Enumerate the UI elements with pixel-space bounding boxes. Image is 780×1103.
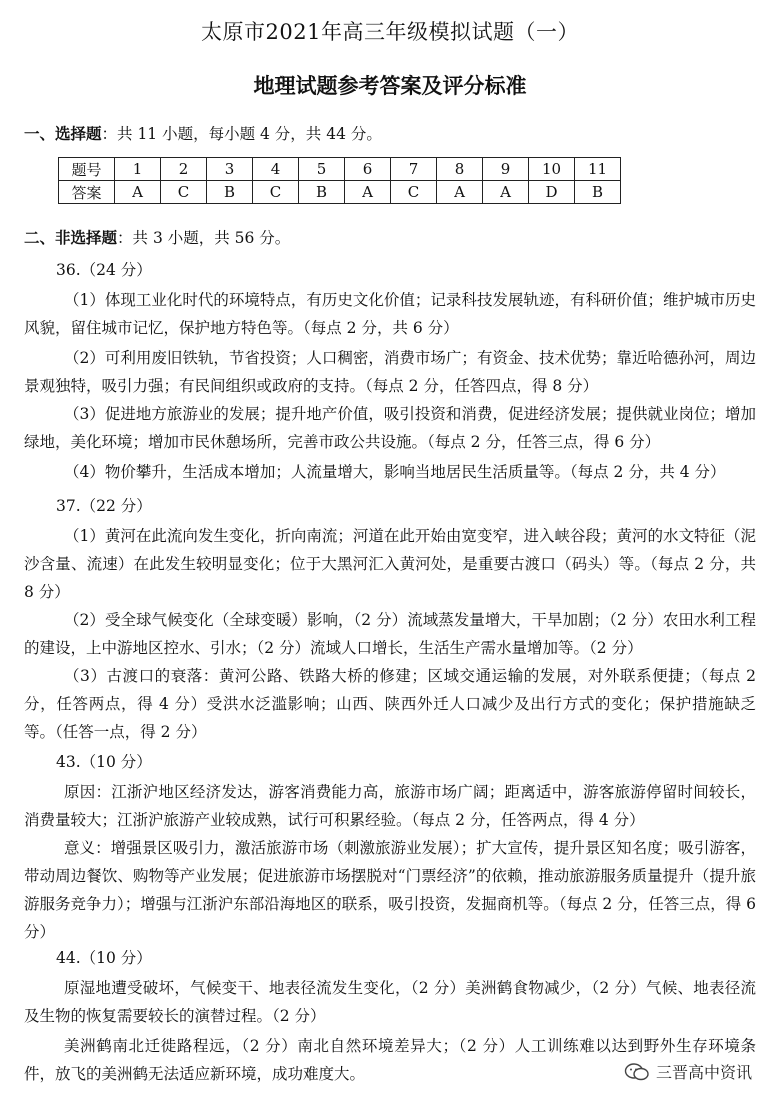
q36-heading: 36.（24 分） — [56, 261, 152, 279]
row-label-question: 题号 — [59, 158, 115, 181]
q44-heading: 44.（10 分） — [56, 949, 152, 967]
question-number: 7 — [391, 158, 437, 181]
question-number: 8 — [437, 158, 483, 181]
question-number: 10 — [529, 158, 575, 181]
section-1-desc: ：共 11 小题，每小题 4 分，共 44 分。 — [101, 125, 382, 143]
q43-heading: 43.（10 分） — [56, 753, 152, 771]
q36-part-4: （4）物价攀升，生活成本增加；人流量增大，影响当地居民生活质量等。（每点 2 分，共 4 分） — [64, 463, 726, 481]
q44-part-2: 美洲鹤南北迁徙路程远，（2 分）南北自然环境差异大；（2 分）人工训练难以达到野外生存环境条件，放飞的美洲鹤无法适应新环境，成功难度大。 — [24, 1037, 756, 1083]
answer-cell: B — [299, 181, 345, 204]
q37-heading: 37.（22 分） — [56, 497, 152, 515]
q37-part-3: （3）古渡口的衰落：黄河公路、铁路大桥的修建；区域交通运输的发展，对外联系便捷；（每点 2 分，任答两点，得 4 分）受洪水泛滥影响；山西、陕西外迁人口减少及出行方式的变化；保护措施缺乏等。（任答一点，得 2 分） — [24, 667, 756, 741]
section-1-label: 一、选择题 — [24, 125, 102, 143]
q37-part-1: （1）黄河在此流向发生变化，折向南流；河道在此开始由宽变窄，进入峡谷段；黄河的水文特征（泥沙含量、流速）在此发生较明显变化；位于大黑河汇入黄河处，是重要古渡口（码头）等。（每点 2 分，共 8 分） — [24, 527, 756, 601]
q36-part-1: （1）体现工业化时代的环境特点，有历史文化价值；记录科技发展轨迹，有科研价值；维护城市历史风貌，留住城市记忆，保护地方特色等。（每点 2 分，共 6 分） — [24, 291, 756, 337]
answer-key-title: 地理试题参考答案及评分标准 — [253, 74, 527, 98]
section-2-heading — [24, 226, 290, 248]
row-label-answer: 答案 — [59, 181, 115, 204]
answer-cell: D — [529, 181, 575, 204]
q44-part-1: 原湿地遭受破坏，气候变干、地表径流发生变化，（2 分）美洲鹤食物减少，（2 分）气候、地表径流及生物的恢复需要较长的演替过程。（2 分） — [24, 979, 756, 1025]
q37-part-2: （2）受全球气候变化（全球变暖）影响，（2 分）流域蒸发量增大，干旱加剧；（2 分）农田水利工程的建设，上中游地区控水、引水；（2 分）流域人口增长，生活生产需水量增加等。（2 分） — [24, 611, 756, 657]
section-1-heading — [24, 122, 382, 144]
exam-title: 太原市2021年高三年级模拟试题（一） — [201, 20, 579, 44]
answer-cell: C — [161, 181, 207, 204]
question-number: 11 — [575, 158, 621, 181]
question-number: 2 — [161, 158, 207, 181]
question-number: 3 — [207, 158, 253, 181]
q36-part-3: （3）促进地方旅游业的发展；提升地产价值，吸引投资和消费，促进经济发展；提供就业岗位；增加绿地，美化环境；增加市民休憩场所，完善市政公共设施。（每点 2 分，任答三点，得 6 分） — [24, 405, 756, 451]
answer-cell: A — [115, 181, 161, 204]
section-2-label: 二、非选择题 — [24, 229, 118, 247]
answer-table — [58, 157, 621, 204]
answer-cell: A — [483, 181, 529, 204]
question-number: 1 — [115, 158, 161, 181]
question-number: 9 — [483, 158, 529, 181]
question-number: 5 — [299, 158, 345, 181]
table-row-answers — [59, 181, 621, 204]
answer-cell: A — [437, 181, 483, 204]
question-number: 4 — [253, 158, 299, 181]
q43-reason: 原因：江浙沪地区经济发达，游客消费能力高，旅游市场广阔；距离适中，游客旅游停留时间较长，消费量较大；江浙沪旅游产业较成熟，试行可积累经验。（每点 2 分，任答两点，得 4 分） — [24, 783, 756, 829]
answer-cell: A — [345, 181, 391, 204]
q43-significance: 意义：增强景区吸引力，激活旅游市场（刺激旅游业发展）；扩大宣传，提升景区知名度；吸引游客，带动周边餐饮、购物等产业发展；促进旅游市场摆脱对“门票经济”的依赖，推动旅游服务质量提升（提升旅游服务竞争力）；增强与江浙沪东部沿海地区的联系，吸引投资，发掘商机等。（每点 2 分，任答三点，得 6 分） — [24, 839, 757, 941]
watermark — [624, 1060, 752, 1083]
answer-cell: B — [207, 181, 253, 204]
table-row-questions — [59, 158, 621, 181]
answer-cell: B — [575, 181, 621, 204]
answer-cell: C — [391, 181, 437, 204]
wechat-icon — [624, 1062, 650, 1082]
question-number: 6 — [345, 158, 391, 181]
q36-part-2: （2）可利用废旧铁轨，节省投资；人口稠密，消费市场广；有资金、技术优势；靠近哈德孙河，周边景观独特，吸引力强；有民间组织或政府的支持。（每点 2 分，任答四点，得 8 分） — [24, 349, 756, 395]
watermark-text: 三晋高中资讯 — [655, 1063, 752, 1082]
section-2-desc: ：共 3 小题，共 56 分。 — [117, 229, 291, 247]
answer-cell: C — [253, 181, 299, 204]
